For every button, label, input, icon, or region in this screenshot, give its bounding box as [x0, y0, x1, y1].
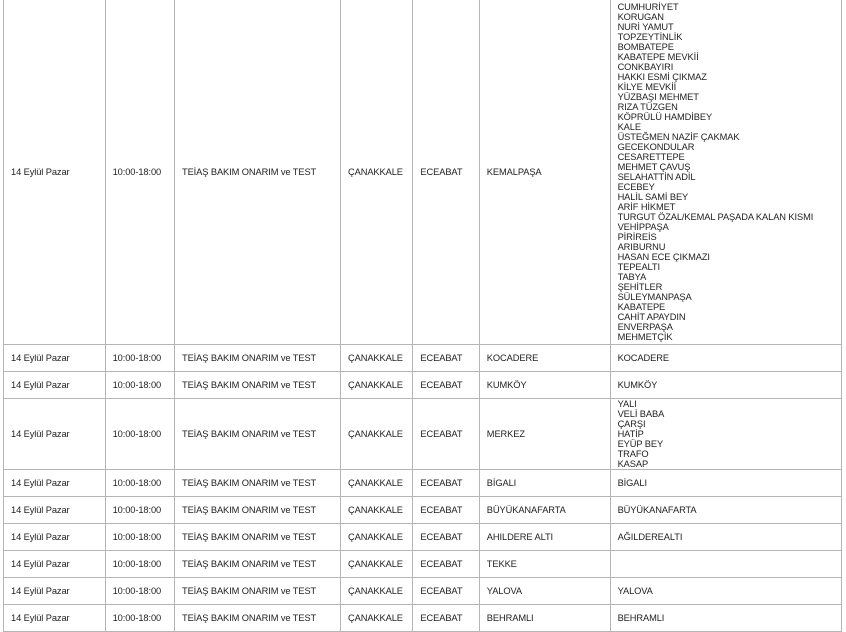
streets-cell	[610, 497, 841, 524]
street-name: ENVERPAŞA	[617, 322, 673, 332]
outage-table-body	[4, 0, 842, 632]
street-name: KORUGAN	[617, 12, 664, 22]
neighborhood-cell: MERKEZ	[479, 399, 610, 470]
street-name: KABATEPE MEVKİİ	[617, 52, 699, 62]
reason-cell: TEİAŞ BAKIM ONARIM ve TEST	[175, 470, 341, 497]
time-cell: 10:00-18:00	[105, 0, 174, 345]
street-name: VEHİPPAŞA	[617, 222, 669, 232]
neighborhood-cell: KUMKÖY	[479, 372, 610, 399]
time-cell: 10:00-18:00	[105, 470, 174, 497]
province-cell: ÇANAKKALE	[340, 497, 412, 524]
reason-cell: TEİAŞ BAKIM ONARIM ve TEST	[175, 399, 341, 470]
table-row	[4, 497, 842, 524]
outage-table	[3, 0, 842, 632]
date-cell: 14 Eylül Pazar	[4, 399, 106, 470]
neighborhood-cell: BEHRAMLI	[479, 605, 610, 632]
date-cell: 14 Eylül Pazar	[4, 345, 106, 372]
province-cell: ÇANAKKALE	[340, 470, 412, 497]
province-cell: ÇANAKKALE	[340, 551, 412, 578]
time-cell: 10:00-18:00	[105, 345, 174, 372]
street-name: BÜYÜKANAFARTA	[617, 505, 697, 515]
street-name: HATİP	[617, 429, 644, 439]
streets-cell	[610, 345, 841, 372]
streets-cell	[610, 399, 841, 470]
street-name: TRAFO	[617, 449, 649, 459]
district-cell: ECEABAT	[413, 372, 479, 399]
neighborhood-cell: KEMALPAŞA	[479, 0, 610, 345]
province-cell: ÇANAKKALE	[340, 372, 412, 399]
neighborhood-cell: TEKKE	[479, 551, 610, 578]
street-name: PİRİREİS	[617, 232, 657, 242]
table-row	[4, 0, 842, 345]
street-name: CONKBAYIRI	[617, 62, 674, 72]
reason-cell: TEİAŞ BAKIM ONARIM ve TEST	[175, 551, 341, 578]
streets-cell	[610, 0, 841, 345]
province-cell: ÇANAKKALE	[340, 399, 412, 470]
street-name: ECEBEY	[617, 182, 655, 192]
reason-cell: TEİAŞ BAKIM ONARIM ve TEST	[175, 605, 341, 632]
time-cell: 10:00-18:00	[105, 551, 174, 578]
street-name: HASAN ECE ÇIKMAZI	[617, 252, 710, 262]
neighborhood-cell: BİGALI	[479, 470, 610, 497]
street-name: KÖPRÜLÜ HAMDİBEY	[617, 112, 713, 122]
neighborhood-cell: KOCADERE	[479, 345, 610, 372]
street-name: HAKKI ESMİ ÇIKMAZ	[617, 72, 707, 82]
district-cell: ECEABAT	[413, 470, 479, 497]
street-name: TABYA	[617, 272, 647, 282]
district-cell: ECEABAT	[413, 345, 479, 372]
street-name: TOPZEYTİNLİK	[617, 32, 683, 42]
province-cell: ÇANAKKALE	[340, 524, 412, 551]
table-row	[4, 605, 842, 632]
street-name: ARIBURNU	[617, 242, 666, 252]
street-name: CUMHURİYET	[617, 2, 679, 12]
street-name: ÜSTEĞMEN NAZİF ÇAKMAK	[617, 132, 740, 142]
date-cell: 14 Eylül Pazar	[4, 372, 106, 399]
streets-cell	[610, 551, 841, 578]
district-cell: ECEABAT	[413, 578, 479, 605]
date-cell: 14 Eylül Pazar	[4, 0, 106, 345]
date-cell: 14 Eylül Pazar	[4, 497, 106, 524]
district-cell: ECEABAT	[413, 0, 479, 345]
street-name: KUMKÖY	[617, 380, 658, 390]
streets-cell	[610, 372, 841, 399]
street-name: ARİF HİKMET	[617, 202, 676, 212]
street-name: ŞEHİTLER	[617, 282, 663, 292]
date-cell: 14 Eylül Pazar	[4, 605, 106, 632]
streets-cell	[610, 470, 841, 497]
street-name: KABATEPE	[617, 302, 666, 312]
province-cell: ÇANAKKALE	[340, 0, 412, 345]
street-name: RIZA TÜZGEN	[617, 102, 678, 112]
street-name: GECEKONDULAR	[617, 142, 695, 152]
time-cell: 10:00-18:00	[105, 578, 174, 605]
table-row	[4, 345, 842, 372]
time-cell: 10:00-18:00	[105, 605, 174, 632]
street-name: SÜLEYMANPAŞA	[617, 292, 692, 302]
street-name: TEPEALTI	[617, 262, 660, 272]
province-cell: ÇANAKKALE	[340, 578, 412, 605]
street-name: NURİ YAMUT	[617, 22, 674, 32]
table-row	[4, 524, 842, 551]
street-name: YALI	[617, 399, 637, 409]
street-name: KOCADERE	[617, 353, 669, 363]
table-row	[4, 399, 842, 470]
date-cell: 14 Eylül Pazar	[4, 551, 106, 578]
date-cell: 14 Eylül Pazar	[4, 524, 106, 551]
time-cell: 10:00-18:00	[105, 399, 174, 470]
neighborhood-cell: YALOVA	[479, 578, 610, 605]
neighborhood-cell: BÜYÜKANAFARTA	[479, 497, 610, 524]
street-name: KİLYE MEVKİİ	[617, 82, 677, 92]
neighborhood-cell: AHILDERE ALTI	[479, 524, 610, 551]
street-name: TURGUT ÖZAL/KEMAL PAŞADA KALAN KISMI	[617, 212, 814, 222]
street-name: YÜZBAŞI MEHMET	[617, 92, 699, 102]
street-name: KALE	[617, 122, 641, 132]
street-name: ÇARŞI	[617, 419, 646, 429]
district-cell: ECEABAT	[413, 497, 479, 524]
reason-cell: TEİAŞ BAKIM ONARIM ve TEST	[175, 578, 341, 605]
reason-cell: TEİAŞ BAKIM ONARIM ve TEST	[175, 372, 341, 399]
street-name: BİGALI	[617, 478, 647, 488]
province-cell: ÇANAKKALE	[340, 605, 412, 632]
street-name: MEHMET ÇAVUŞ	[617, 162, 691, 172]
street-name: CESARETTEPE	[617, 152, 685, 162]
time-cell: 10:00-18:00	[105, 372, 174, 399]
reason-cell: TEİAŞ BAKIM ONARIM ve TEST	[175, 524, 341, 551]
streets-cell	[610, 524, 841, 551]
time-cell: 10:00-18:00	[105, 497, 174, 524]
street-name: KASAP	[617, 459, 649, 469]
date-cell: 14 Eylül Pazar	[4, 470, 106, 497]
district-cell: ECEABAT	[413, 605, 479, 632]
street-name: YALOVA	[617, 586, 653, 596]
district-cell: ECEABAT	[413, 399, 479, 470]
province-cell: ÇANAKKALE	[340, 345, 412, 372]
table-row	[4, 372, 842, 399]
reason-cell: TEİAŞ BAKIM ONARIM ve TEST	[175, 497, 341, 524]
date-cell: 14 Eylül Pazar	[4, 578, 106, 605]
time-cell: 10:00-18:00	[105, 524, 174, 551]
reason-cell: TEİAŞ BAKIM ONARIM ve TEST	[175, 0, 341, 345]
street-name: SELAHATTİN ADİL	[617, 172, 696, 182]
streets-cell	[610, 578, 841, 605]
table-row	[4, 578, 842, 605]
table-row	[4, 470, 842, 497]
street-name: HALİL SAMİ BEY	[617, 192, 689, 202]
streets-cell	[610, 605, 841, 632]
street-name: CAHİT APAYDIN	[617, 312, 686, 322]
street-name: MEHMETÇİK	[617, 332, 673, 342]
street-name: AĞILDEREALTI	[617, 532, 683, 542]
street-name: EYÜP BEY	[617, 439, 664, 449]
district-cell: ECEABAT	[413, 524, 479, 551]
table-row	[4, 551, 842, 578]
street-name: BEHRAMLI	[617, 613, 665, 623]
district-cell: ECEABAT	[413, 551, 479, 578]
reason-cell: TEİAŞ BAKIM ONARIM ve TEST	[175, 345, 341, 372]
street-name: VELİ BABA	[617, 409, 665, 419]
street-name: BOMBATEPE	[617, 42, 674, 52]
